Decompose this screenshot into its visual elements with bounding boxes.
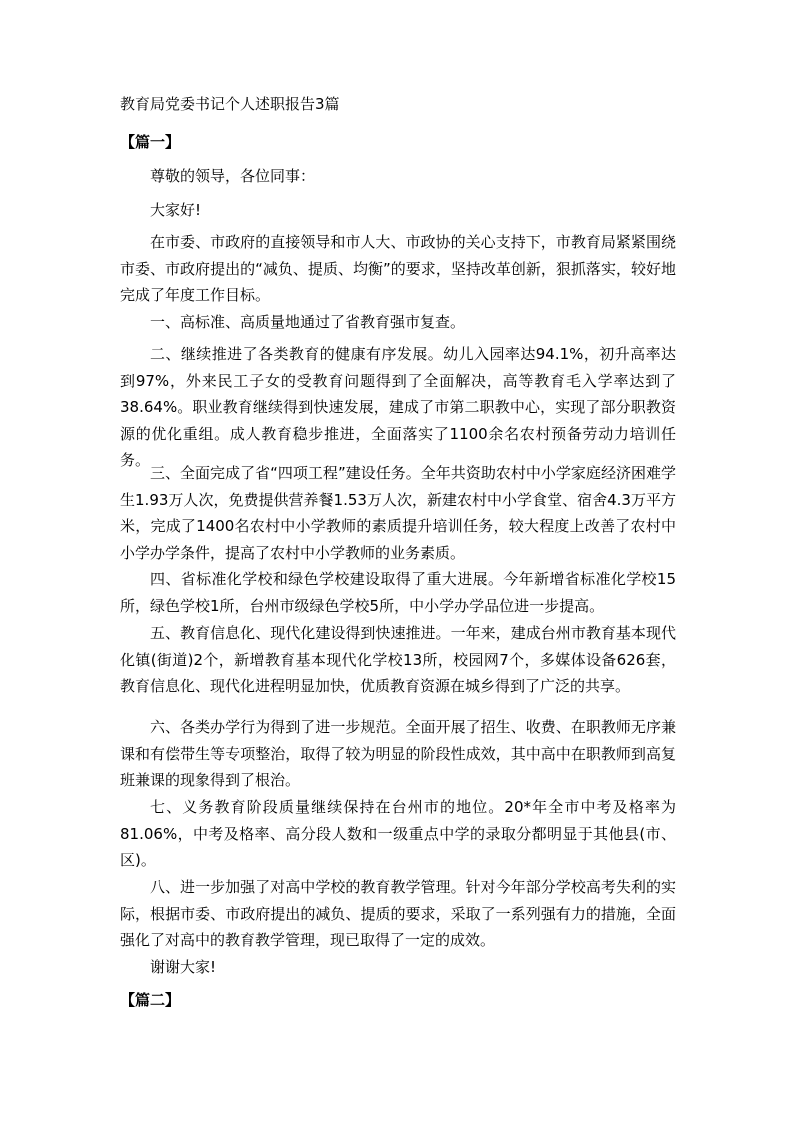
paragraph-item-5: 五、教育信息化、现代化建设得到快速推进。一年来，建成台州市教育基本现代化镇(街道)2个，新增教育基本现代化学校13所，校园网7个，多媒体设备626套，教育信息化、现代化进程明显加快，优质教育资源在城乡得到了广泛的共享。	[120, 624, 676, 695]
paragraph-item-3: 三、全面完成了省“四项工程”建设任务。全年共资助农村中小学家庭经济困难学生1.93万人次，免费提供营养餐1.53万人次，新建农村中小学食堂、宿舍4.3万平方米，完成了1400名农村中小学教师的素质提升培训任务，较大程度上改善了农村中小学办学条件，提高了农村中小学教师的业务素质。	[120, 464, 676, 562]
document-title: 教育局党委书记个人述职报告3篇	[120, 95, 340, 113]
section-heading-2: 【篇二】	[120, 991, 181, 1009]
paragraph-item-1: 一、高标准、高质量地通过了省教育强市复查。	[150, 313, 466, 331]
paragraph-item-8: 八、进一步加强了对高中学校的教育教学管理。针对今年部分学校高考失利的实际，根据市委、市政府提出的减负、提质的要求，采取了一系列强有力的措施，全面强化了对高中的教育教学管理，现已取得了一定的成效。	[120, 878, 676, 949]
paragraph-intro: 在市委、市政府的直接领导和市人大、市政协的关心支持下，市教育局紧紧围绕市委、市政府提出的“减负、提质、均衡”的要求，坚持改革创新，狠抓落实，较好地完成了年度工作目标。	[120, 233, 676, 304]
section-heading-1: 【篇一】	[120, 133, 181, 151]
salutation-line: 大家好!	[150, 201, 202, 219]
paragraph-item-7: 七、义务教育阶段质量继续保持在台州市的地位。20*年全市中考及格率为81.06%，中考及格率、高分段人数和一级重点中学的录取分都明显于其他县(市、区)。	[120, 798, 676, 869]
closing-line: 谢谢大家!	[150, 958, 217, 976]
greeting-line: 尊敬的领导，各位同事：	[150, 167, 316, 185]
paragraph-item-2: 二、继续推进了各类教育的健康有序发展。幼儿入园率达94.1%，初升高率达到97%，外来民工子女的受教育问题得到了全面解决，高等教育毛入学率达到了38.64%。职业教育继续得到快速发展，建成了市第二职教中心，实现了部分职教资源的优化重组。成人教育稳步推进，全面落实了1100余名农村预备劳动力培训任务。	[120, 345, 676, 469]
paragraph-item-4: 四、省标准化学校和绿色学校建设取得了重大进展。今年新增省标准化学校15所，绿色学校1所，台州市级绿色学校5所，中小学办学品位进一步提高。	[120, 570, 676, 615]
paragraph-item-6: 六、各类办学行为得到了进一步规范。全面开展了招生、收费、在职教师无序兼课和有偿带生等专项整治，取得了较为明显的阶段性成效，其中高中在职教师到高复班兼课的现象得到了根治。	[120, 718, 676, 789]
